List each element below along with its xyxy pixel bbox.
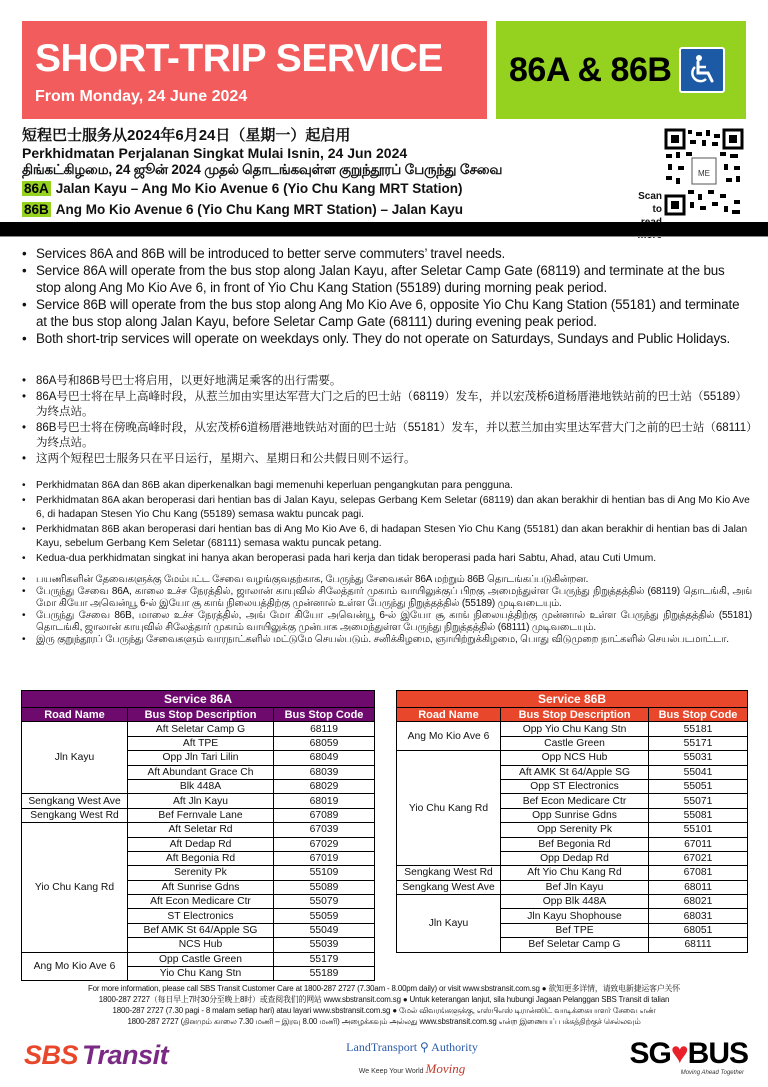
- bus-stop-description-cell: Serenity Pk: [128, 866, 274, 880]
- qr-block: [626, 128, 754, 218]
- bus-stop-description-cell: Aft Econ Medicare Ctr: [128, 895, 274, 909]
- info-item: • Service 86A will operate from the bus stop along Jalan Kayu, after Seletar Camp Gate (68119) and terminate at the bus stop along Ang Mo Kio Ave 6, in front of Yio Chu Kang Station (55189) during morning peak period.: [22, 262, 752, 296]
- info-item: • Service 86B will operate from the bus stop along Ang Mo Kio Ave 6, opposite Yio Chu Kang Station (55181) and terminate at the bus stop along Jalan Kayu, before Seletar Camp Gate (68111) during evening peak period.: [22, 296, 752, 330]
- route-tag-86b: 86B: [24, 202, 49, 217]
- title-banner: [22, 21, 487, 119]
- subheader-tamil: திங்கட்கிழமை, 24 ஜூன் 2024 முதல் தொடங்கவுள்ள குறுந்தூரப் பேருந்து சேவை: [22, 162, 503, 177]
- bus-stop-code-cell: 68029: [274, 779, 375, 793]
- bus-stop-description-cell: Blk 448A: [128, 779, 274, 793]
- bus-stop-code-cell: 68031: [649, 909, 748, 923]
- bus-stop-code-cell: 55179: [274, 952, 375, 966]
- bus-stop-code-cell: 67019: [274, 851, 375, 865]
- page-title: SHORT-TRIP SERVICE: [35, 37, 443, 80]
- bus-stop-description-cell: Aft Dedap Rd: [128, 837, 274, 851]
- table-body: [397, 722, 748, 952]
- bus-stop-code-cell: 68111: [649, 938, 748, 952]
- info-item: • Perkhidmatan 86A dan 86B akan diperkenalkan bagi memenuhi keperluan pengangkutan para pengguna.: [22, 479, 752, 494]
- column-header: Bus Stop Code: [649, 708, 748, 722]
- bus-stop-description-cell: Opp Jln Tari Lilin: [128, 751, 274, 765]
- info-item: • Perkhidmatan 86B akan beroperasi dari hentian bas di Ang Mo Kio Ave 6, di hadapan Stesen Yio Chu Kang (55181) dan akan berakhir di hentian bas di Jalan Kayu, sebelum Gerbang Kem Seletar (68111) semasa waktu puncak petang.: [22, 523, 752, 552]
- info-item: • 86B号巴士将在傍晚高峰时段，从宏茂桥6道杨厝港地铁站对面的巴士站（55181）发车，并以惹兰加由实里达军营大门之前的巴士站（68111）为终点站。: [22, 421, 752, 452]
- bus-stop-description-cell: Aft TPE: [128, 736, 274, 750]
- info-item: • Services 86A and 86B will be introduced to better serve commuters’ travel needs.: [22, 245, 752, 262]
- bus-stop-code-cell: 68051: [649, 923, 748, 937]
- bus-stop-code-cell: 67029: [274, 837, 375, 851]
- bus-text: BUS: [687, 1037, 748, 1070]
- bus-stop-description-cell: NCS Hub: [128, 938, 274, 952]
- info-item: • பேருந்து சேவை 86A, காலை உச்ச நேரத்தில், ஜாலான் காயுவில் சிலேத்தார் முகாம் வாயிலுக்குப் பிறகு அமைந்துள்ள பேருந்து நிறுத்தத்தில் (68119) தொடங்கி, அங் மோ கியோ அவென்யூ 6-ல் இயோ சூ காங் நிலையத்திற்கு முன்னால் உள்ள பேருந்து நிறுத்தத்தில் (55189) முடிவடையும்.: [22, 586, 752, 610]
- bus-stop-code-cell: 55109: [274, 866, 375, 880]
- info-malay: [22, 479, 752, 566]
- lta-name: LandTransport ⚲ Authority: [346, 1040, 478, 1054]
- bus-stop-description-cell: Opp Dedap Rd: [501, 851, 649, 865]
- bus-stop-description-cell: Opp Sunrise Gdns: [501, 808, 649, 822]
- services-label: 86A & 86B: [509, 50, 672, 89]
- route-86a-text: Jalan Kayu – Ang Mo Kio Avenue 6 (Yio Chu Kang MRT Station): [55, 181, 463, 196]
- bus-stop-description-cell: Aft Yio Chu Kang Rd: [501, 866, 649, 880]
- bus-stop-code-cell: 67039: [274, 823, 375, 837]
- lta-logo: [312, 1040, 512, 1077]
- road-name-cell: Sengkang West Ave: [22, 794, 128, 808]
- service-86b-table: [396, 690, 748, 953]
- bus-stop-code-cell: 55039: [274, 938, 375, 952]
- bus-stop-code-cell: 55049: [274, 923, 375, 937]
- bus-stop-description-cell: Aft AMK St 64/Apple SG: [501, 765, 649, 779]
- bus-stop-description-cell: Aft Begonia Rd: [128, 851, 274, 865]
- bus-stop-description-cell: Bef TPE: [501, 923, 649, 937]
- info-item: • பேருந்து சேவை 86B, மாலை உச்ச நேரத்தில், அங் மோ கியோ அவென்யூ 6-ல் இயோ சூ காங் நிலையத்திற்கு முன்னால் உள்ள பேருந்து நிறுத்தத்தில் (55181) தொடங்கி, ஜாலான் காயுவில் சிலேத்தார் முகாம் வாயிலுக்கு முன்பாக அமைந்துள்ள பேருந்து நிறுத்தத்தில் (68111) முடிவடையும்.: [22, 610, 752, 634]
- table-row: [22, 808, 375, 822]
- transit-logo-text: Transit: [82, 1040, 169, 1070]
- bus-stop-description-cell: Aft Seletar Rd: [128, 823, 274, 837]
- multilingual-subheader: [22, 126, 632, 220]
- bus-stop-code-cell: 55081: [649, 808, 748, 822]
- column-header: Bus Stop Description: [128, 708, 274, 722]
- svg-text:ME: ME: [698, 169, 710, 178]
- route-86b: [22, 199, 632, 220]
- sbs-transit-logo: [24, 1040, 168, 1071]
- column-header: Bus Stop Code: [274, 708, 375, 722]
- info-item: • 这两个短程巴士服务只在平日运行，星期六、星期日和公共假日则不运行。: [22, 452, 752, 468]
- road-name-cell: Sengkang West Ave: [397, 880, 501, 894]
- table-title: Service 86B: [397, 691, 748, 708]
- bus-stop-description-cell: Opp ST Electronics: [501, 779, 649, 793]
- service-86a-table: [21, 690, 375, 981]
- lta-tagline-script: Moving: [425, 1061, 466, 1076]
- table-title: Service 86A: [22, 691, 375, 708]
- subheader-chinese: 短程巴士服务从2024年6月24日（星期一）起启用: [22, 127, 351, 144]
- bus-stop-description-cell: Opp Blk 448A: [501, 895, 649, 909]
- bus-stop-description-cell: Opp Yio Chu Kang Stn: [501, 722, 649, 736]
- bus-stop-code-cell: 55101: [649, 823, 748, 837]
- bus-stop-code-cell: 55079: [274, 895, 375, 909]
- sbs-logo-text: SBS: [24, 1040, 79, 1070]
- info-tamil: [22, 574, 752, 646]
- road-name-cell: Sengkang West Rd: [397, 866, 501, 880]
- table-row: [22, 823, 375, 837]
- table-row: [397, 880, 748, 894]
- road-name-cell: Sengkang West Rd: [22, 808, 128, 822]
- bus-stop-description-cell: Bef AMK St 64/Apple SG: [128, 923, 274, 937]
- bus-stop-description-cell: ST Electronics: [128, 909, 274, 923]
- footer-line: For more information, please call SBS Transit Customer Care at 1800-287 2727 (7.30am - 8.00pm daily) or visit www.sbstransit.com.sg ● 欲知更多详情，请致电新捷运客户关怀: [87, 984, 681, 993]
- road-name-cell: Jln Kayu: [397, 895, 501, 953]
- table-row: [397, 722, 748, 736]
- wheelchair-icon: [679, 47, 725, 93]
- table-row: [22, 952, 375, 966]
- bus-stop-description-cell: Yio Chu Kang Stn: [128, 967, 274, 981]
- services-banner: [496, 21, 746, 119]
- bus-stop-code-cell: 68119: [274, 722, 375, 736]
- bus-stop-description-cell: Bef Fernvale Lane: [128, 808, 274, 822]
- bus-stop-description-cell: Opp Castle Green: [128, 952, 274, 966]
- bus-stop-description-cell: Aft Jln Kayu: [128, 794, 274, 808]
- sg-bus-tagline: Moving Ahead Together: [680, 1070, 744, 1076]
- table-body: [22, 722, 375, 981]
- bus-stop-code-cell: 55189: [274, 967, 375, 981]
- info-item: • இரு குறுந்தூரப் பேருந்து சேவைகளும் வாரநாட்களில் மட்டுமே செயல்படும். சனிக்கிழமை, ஞாயிற்றுக்கிழமை, பொது விடுமுறை நாட்களில் செயல்படமாட்டா.: [22, 634, 752, 646]
- route-86a: [22, 178, 632, 199]
- qr-caption-line1: Scan to: [638, 191, 662, 215]
- lta-tagline: [312, 1061, 512, 1077]
- start-date: From Monday, 24 June 2024: [35, 88, 248, 105]
- footer-line: 1800-287 2727 (7.30 pagi - 8 malam setiap hari) atau layari www.sbstransit.com.sg ● மேல் விவரங்களுக்கு, எஸ்பிஎஸ் டிரான்ஸிட் வாடிக்கையாளர் சேவை எண்: [112, 1006, 656, 1015]
- bus-stop-code-cell: 67089: [274, 808, 375, 822]
- table-row: [22, 722, 375, 736]
- bus-stop-description-cell: Opp NCS Hub: [501, 751, 649, 765]
- bus-stop-code-cell: 68039: [274, 765, 375, 779]
- table-row: [397, 895, 748, 909]
- road-name-cell: Ang Mo Kio Ave 6: [397, 722, 501, 751]
- bus-stop-code-cell: 55031: [649, 751, 748, 765]
- bus-stop-code-cell: 67021: [649, 851, 748, 865]
- route-tag-86a: 86A: [24, 181, 49, 196]
- bus-stop-code-cell: 68049: [274, 751, 375, 765]
- bus-stop-description-cell: Bef Jln Kayu: [501, 880, 649, 894]
- bus-stop-description-cell: Castle Green: [501, 736, 649, 750]
- bus-stop-code-cell: 68011: [649, 880, 748, 894]
- road-name-cell: Ang Mo Kio Ave 6: [22, 952, 128, 981]
- qr-code-icon[interactable]: [664, 128, 744, 216]
- info-item: • 86A号和86B号巴士将启用，以更好地满足乘客的出行需要。: [22, 374, 752, 390]
- bus-stop-code-cell: 68021: [649, 895, 748, 909]
- bus-stop-description-cell: Bef Seletar Camp G: [501, 938, 649, 952]
- bus-stop-code-cell: 55071: [649, 794, 748, 808]
- bus-stop-code-cell: 55059: [274, 909, 375, 923]
- table-row: [397, 751, 748, 765]
- info-item: • Kedua-dua perkhidmatan singkat ini hanya akan beroperasi pada hari kerja dan tidak beroperasi pada hari Sabtu, Ahad, atau Cuti Umum.: [22, 552, 752, 567]
- divider-line: [0, 236, 768, 237]
- info-english: [22, 245, 752, 347]
- heart-icon: ♥: [670, 1037, 688, 1070]
- bus-stop-description-cell: Aft Sunrise Gdns: [128, 880, 274, 894]
- bus-stop-code-cell: 67081: [649, 866, 748, 880]
- bus-stop-code-cell: 55051: [649, 779, 748, 793]
- bus-stop-code-cell: 55041: [649, 765, 748, 779]
- info-item: • பயணிகளின் தேவைகளுக்கு மேம்பட்ட சேவை வழங்குவதற்காக, பேருந்து சேவைகள் 86A மற்றும் 86B தொடங்கப்படுகின்றன.: [22, 574, 752, 586]
- bus-stop-description-cell: Bef Econ Medicare Ctr: [501, 794, 649, 808]
- footer-line: 1800-287 2727 (தினமும் காலை 7.30 மணி – இரவு 8.00 மணி) அழைக்கவும் அல்லது www.sbstransit.com.sg என்ற இணையப் பக்கத்திற்குச் செல்லவும்: [127, 1017, 641, 1026]
- bus-stop-description-cell: Opp Serenity Pk: [501, 823, 649, 837]
- road-name-cell: Jln Kayu: [22, 722, 128, 794]
- bus-stop-code-cell: 67011: [649, 837, 748, 851]
- subheader-malay: Perkhidmatan Perjalanan Singkat Mulai Isnin, 24 Jun 2024: [22, 145, 408, 161]
- road-name-cell: Yio Chu Kang Rd: [397, 751, 501, 866]
- sg-bus-logo: [583, 1038, 748, 1076]
- sg-text: SG: [629, 1037, 671, 1070]
- bus-stop-description-cell: Bef Begonia Rd: [501, 837, 649, 851]
- info-item: • 86A号巴士将在早上高峰时段，从惹兰加由实里达军营大门之后的巴士站（68119）发车，并以宏茂桥6道杨厝港地铁站前的巴士站（55189）为终点站。: [22, 390, 752, 421]
- column-header: Bus Stop Description: [501, 708, 649, 722]
- table-row: [22, 794, 375, 808]
- road-name-cell: Yio Chu Kang Rd: [22, 823, 128, 953]
- bus-stop-code-cell: 55171: [649, 736, 748, 750]
- bus-stop-code-cell: 55089: [274, 880, 375, 894]
- column-header: Road Name: [397, 708, 501, 722]
- route-86b-text: Ang Mo Kio Avenue 6 (Yio Chu Kang MRT Station) – Jalan Kayu: [55, 202, 464, 217]
- column-header: Road Name: [22, 708, 128, 722]
- bus-stop-description-cell: Jln Kayu Shophouse: [501, 909, 649, 923]
- bus-stop-code-cell: 68019: [274, 794, 375, 808]
- bus-stop-description-cell: Aft Abundant Grace Ch: [128, 765, 274, 779]
- divider-bar: [0, 222, 768, 236]
- footer-line: 1800-287 2727（每日早上7时30分至晚上8时）或查阅我们的网站 www.sbstransit.com.sg ● Untuk keterangan lanjut, sila hubungi Jagaan Pelanggan SBS Transit di talian: [98, 995, 670, 1004]
- info-chinese: [22, 374, 752, 467]
- bus-stop-code-cell: 55181: [649, 722, 748, 736]
- bus-stop-description-cell: Aft Seletar Camp G: [128, 722, 274, 736]
- contact-footer: [20, 983, 748, 1027]
- lta-tagline-text: We Keep Your World: [358, 1068, 424, 1075]
- info-item: • Both short-trip services will operate on weekdays only. They do not operate on Saturdays, Sundays and Public Holidays.: [22, 330, 752, 347]
- bus-stop-code-cell: 68059: [274, 736, 375, 750]
- info-item: • Perkhidmatan 86A akan beroperasi dari hentian bas di Jalan Kayu, selepas Gerbang Kem Seletar (68119) dan akan berakhir di hentian bas di Ang Mo Kio Ave 6, di hadapan Stesen Yio Chu Kang (55189) semasa waktu puncak pagi.: [22, 494, 752, 523]
- table-row: [397, 866, 748, 880]
